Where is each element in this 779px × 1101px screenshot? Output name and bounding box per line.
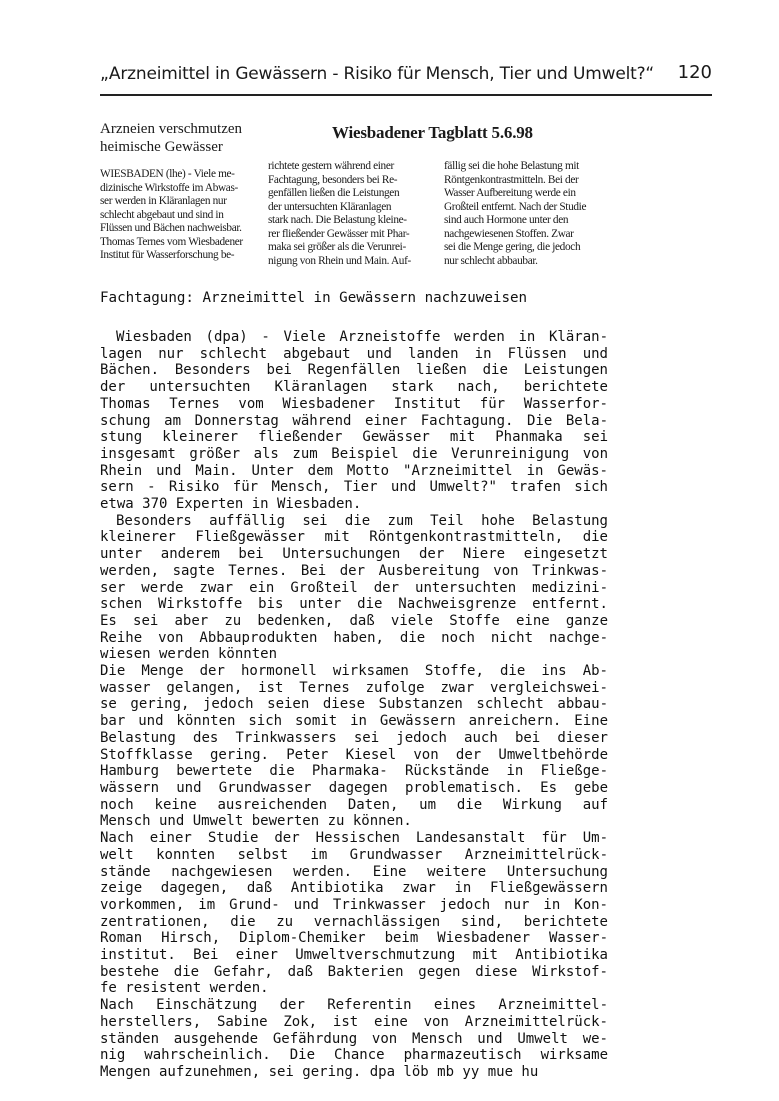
clipping-source: Wiesbadener Tagblatt 5.6.98	[332, 123, 533, 142]
article-text-line: insgesamt größer als zum Beispiel die Verunreinigung von	[100, 445, 608, 462]
clipping-text-line: maka sei größer als die Verunrei-	[268, 241, 406, 253]
document-title: „Arzneimittel in Gewässern - Risiko für Mensch, Tier und Umwelt?“	[100, 64, 655, 84]
clipping-text-line: der untersuchten Kläranlagen	[268, 200, 392, 213]
article-text-line: institut. Bei einer Umweltverschmutzung mit Antibiotika	[100, 947, 608, 964]
clipping-text-line: Wasser Aufbereitung werde ein	[444, 187, 576, 199]
article-text-line: stung kleinerer fließender Gewässer mit Phanmaka sei	[100, 429, 608, 446]
clipping-text-line: nachgewiesenen Stoffen. Zwar	[444, 227, 574, 240]
article-text-line: lagen nur schlecht abgebaut und landen in Flüssen und	[100, 345, 608, 362]
clipping-text-line: sei die Menge gering, die jedoch	[444, 241, 581, 253]
article-text-line: se gering, jedoch seien diese Substanzen schlecht abbau-	[100, 696, 608, 713]
clipping-text-line: rer fließender Gewässer mit Phar-	[268, 227, 410, 240]
clipping-text-line: dizinische Wirkstoffe im Abwas-	[100, 181, 238, 194]
article-text-line: ständen ausgehende Gefährdung von Mensch und Umwelt we-	[100, 1030, 608, 1047]
article-text-line: Besonders auffällig sei die zum Teil hohe Belastung	[116, 512, 608, 529]
article-text-line: bestehe die Gefahr, daß Bakterien gegen diese Wirkstof-	[100, 963, 608, 980]
clipping-headline-line: heimische Gewässer	[100, 139, 223, 155]
clipping-column-3	[444, 160, 616, 268]
article-text-line: wiesen werden könnten	[100, 646, 278, 663]
article-text-line: Roman Hirsch, Diplom-Chemiker beim Wiesbadener Wasser-	[100, 930, 608, 947]
clipping-text-line: schlecht abgebaut und sind in	[100, 208, 224, 221]
article-text-line: zentrationen, die zu vernachlässigen sind, berichtete	[100, 913, 608, 930]
article-title: Fachtagung: Arzneimittel in Gewässern nachzuweisen	[100, 290, 528, 306]
article-text-line: wasser gelangen, ist Ternes zufolge zwar vergleichswei-	[100, 679, 608, 696]
article-text-line: Mengen aufzunehmen, sei gering. dpa löb mb yy mue hu	[100, 1063, 539, 1080]
article-text-line: etwa 370 Experten in Wiesbaden.	[100, 496, 362, 513]
clipping-headline-line: Arzneien verschmutzen	[100, 121, 243, 137]
article-text-line: welt konnten selbst im Grundwasser Arzneimittelrück-	[100, 846, 608, 863]
page-number: 120	[677, 62, 712, 83]
article-text-line: unter anderem bei Untersuchungen der Niere eingesetzt	[100, 546, 608, 563]
article-text-line: noch keine ausreichenden Daten, um die Wirkung auf	[100, 796, 608, 813]
article-text-line: Die Menge der hormonell wirksamen Stoffe, die ins Ab-	[100, 663, 608, 680]
article-text-line: Hamburg bewertete die Pharmaka- Rückstände in Fließge-	[100, 763, 608, 780]
article-text-line: bar und könnten sich somit in Gewässern anreichern. Eine	[100, 713, 608, 730]
clipping-text-line: fällig sei die hohe Belastung mit	[444, 160, 579, 172]
article-text-line: Belastung des Trinkwassers sei jedoch auch bei dieser	[100, 729, 608, 746]
article-text-line: stände nachgewiesen werden. Eine weitere Untersuchung	[100, 863, 608, 880]
clipping-text-line: Röntgenkontrastmitteln. Bei der	[444, 173, 579, 186]
article-text-line: ser werde zwar ein Großteil der untersuchten medizini-	[100, 579, 608, 596]
article-text-line: Mensch und Umwelt bewerten zu können.	[100, 813, 412, 830]
clipping-column-2	[268, 160, 434, 268]
clipping-column-1	[100, 168, 258, 263]
clipping-text-line: Großteil entfernt. Nach der Studie	[444, 200, 587, 213]
clipping-headline	[100, 120, 260, 156]
article-text-line: fe resistent werden.	[100, 980, 269, 997]
clipping-text-line: richtete gestern während einer	[268, 160, 394, 172]
article-text-line: schung am Donnerstag während einer Fachtagung. Die Bela-	[100, 412, 608, 429]
clipping-text-line: sind auch Hormone unter den	[444, 214, 569, 226]
clipping-text-line: nigung von Rhein und Main. Auf-	[268, 254, 411, 267]
article-text-line: vorkommen, im Grund- und Trinkwasser jedoch nur in Kon-	[100, 896, 608, 913]
article-text-line: Rhein und Main. Unter dem Motto "Arzneimittel in Gewäs-	[100, 462, 608, 479]
article	[100, 290, 610, 1081]
clipping-text-line: WIESBADEN (lhe) - Viele me-	[100, 168, 235, 180]
article-text-line: Es sei aber zu bedenken, daß viele Stoffe eine ganze	[100, 612, 608, 629]
article-text-line: Reihe von Abbauprodukten haben, die noch nicht nachge-	[100, 629, 608, 646]
clipping-text-line: Flüssen und Bächen nachweisbar.	[100, 222, 242, 234]
page-header	[100, 60, 712, 96]
article-text-line: nig wahrscheinlich. Die Chance pharmazeutisch wirksame	[100, 1047, 608, 1064]
article-text-line: zeige dagegen, daß Antibiotika zwar in Fließgewässern	[100, 880, 608, 897]
newspaper-clipping	[100, 120, 615, 270]
article-text-line: schen Wirkstoffe bis unter die Nachweisgrenze entfernt.	[100, 596, 608, 613]
article-text-line: Thomas Ternes vom Wiesbadener Institut für Wasserfor-	[100, 395, 608, 412]
article-text-line: Stoffklasse gering. Peter Kiesel von der Umweltbehörde	[100, 746, 608, 763]
article-text-line: sern - Risiko für Mensch, Tier und Umwelt?" trafen sich	[100, 479, 608, 496]
clipping-text-line: genfällen ließen die Leistungen	[268, 187, 400, 199]
article-body	[100, 329, 610, 1081]
article-text-line: Nach einer Studie der Hessischen Landesanstalt für Um-	[100, 830, 608, 847]
article-text-line: herstellers, Sabine Zok, ist eine von Arzneimittelrück-	[100, 1013, 608, 1030]
article-text-line: kleinerer Fließgewässer mit Röntgenkontrastmitteln, die	[100, 529, 608, 546]
clipping-text-line: ser werden in Kläranlagen nur	[100, 195, 227, 207]
article-text-line: Nach Einschätzung der Referentin eines Arzneimittel-	[100, 997, 608, 1014]
article-text-line: werden, sagte Ternes. Bei der Ausbereitung von Trinkwas-	[100, 562, 608, 579]
clipping-text-line: nur schlecht abbaubar.	[444, 254, 538, 267]
clipping-text-line: Fachtagung, besonders bei Re-	[268, 173, 398, 186]
article-text-line: Bächen. Besonders bei Regenfällen ließen die Leistungen	[100, 362, 608, 379]
article-text-line: wässern und Grundwasser dagegen problematisch. Es gebe	[100, 779, 608, 796]
article-text-line: Wiesbaden (dpa) - Viele Arzneistoffe werden in Kläran-	[116, 329, 608, 345]
clipping-text-line: stark nach. Die Belastung kleine-	[268, 214, 407, 226]
clipping-text-line: Thomas Ternes vom Wiesbadener	[100, 235, 243, 248]
clipping-text-line: Institut für Wasserforschung be-	[100, 249, 235, 261]
article-text-line: der untersuchten Kläranlagen stark nach, berichtete	[100, 379, 608, 396]
